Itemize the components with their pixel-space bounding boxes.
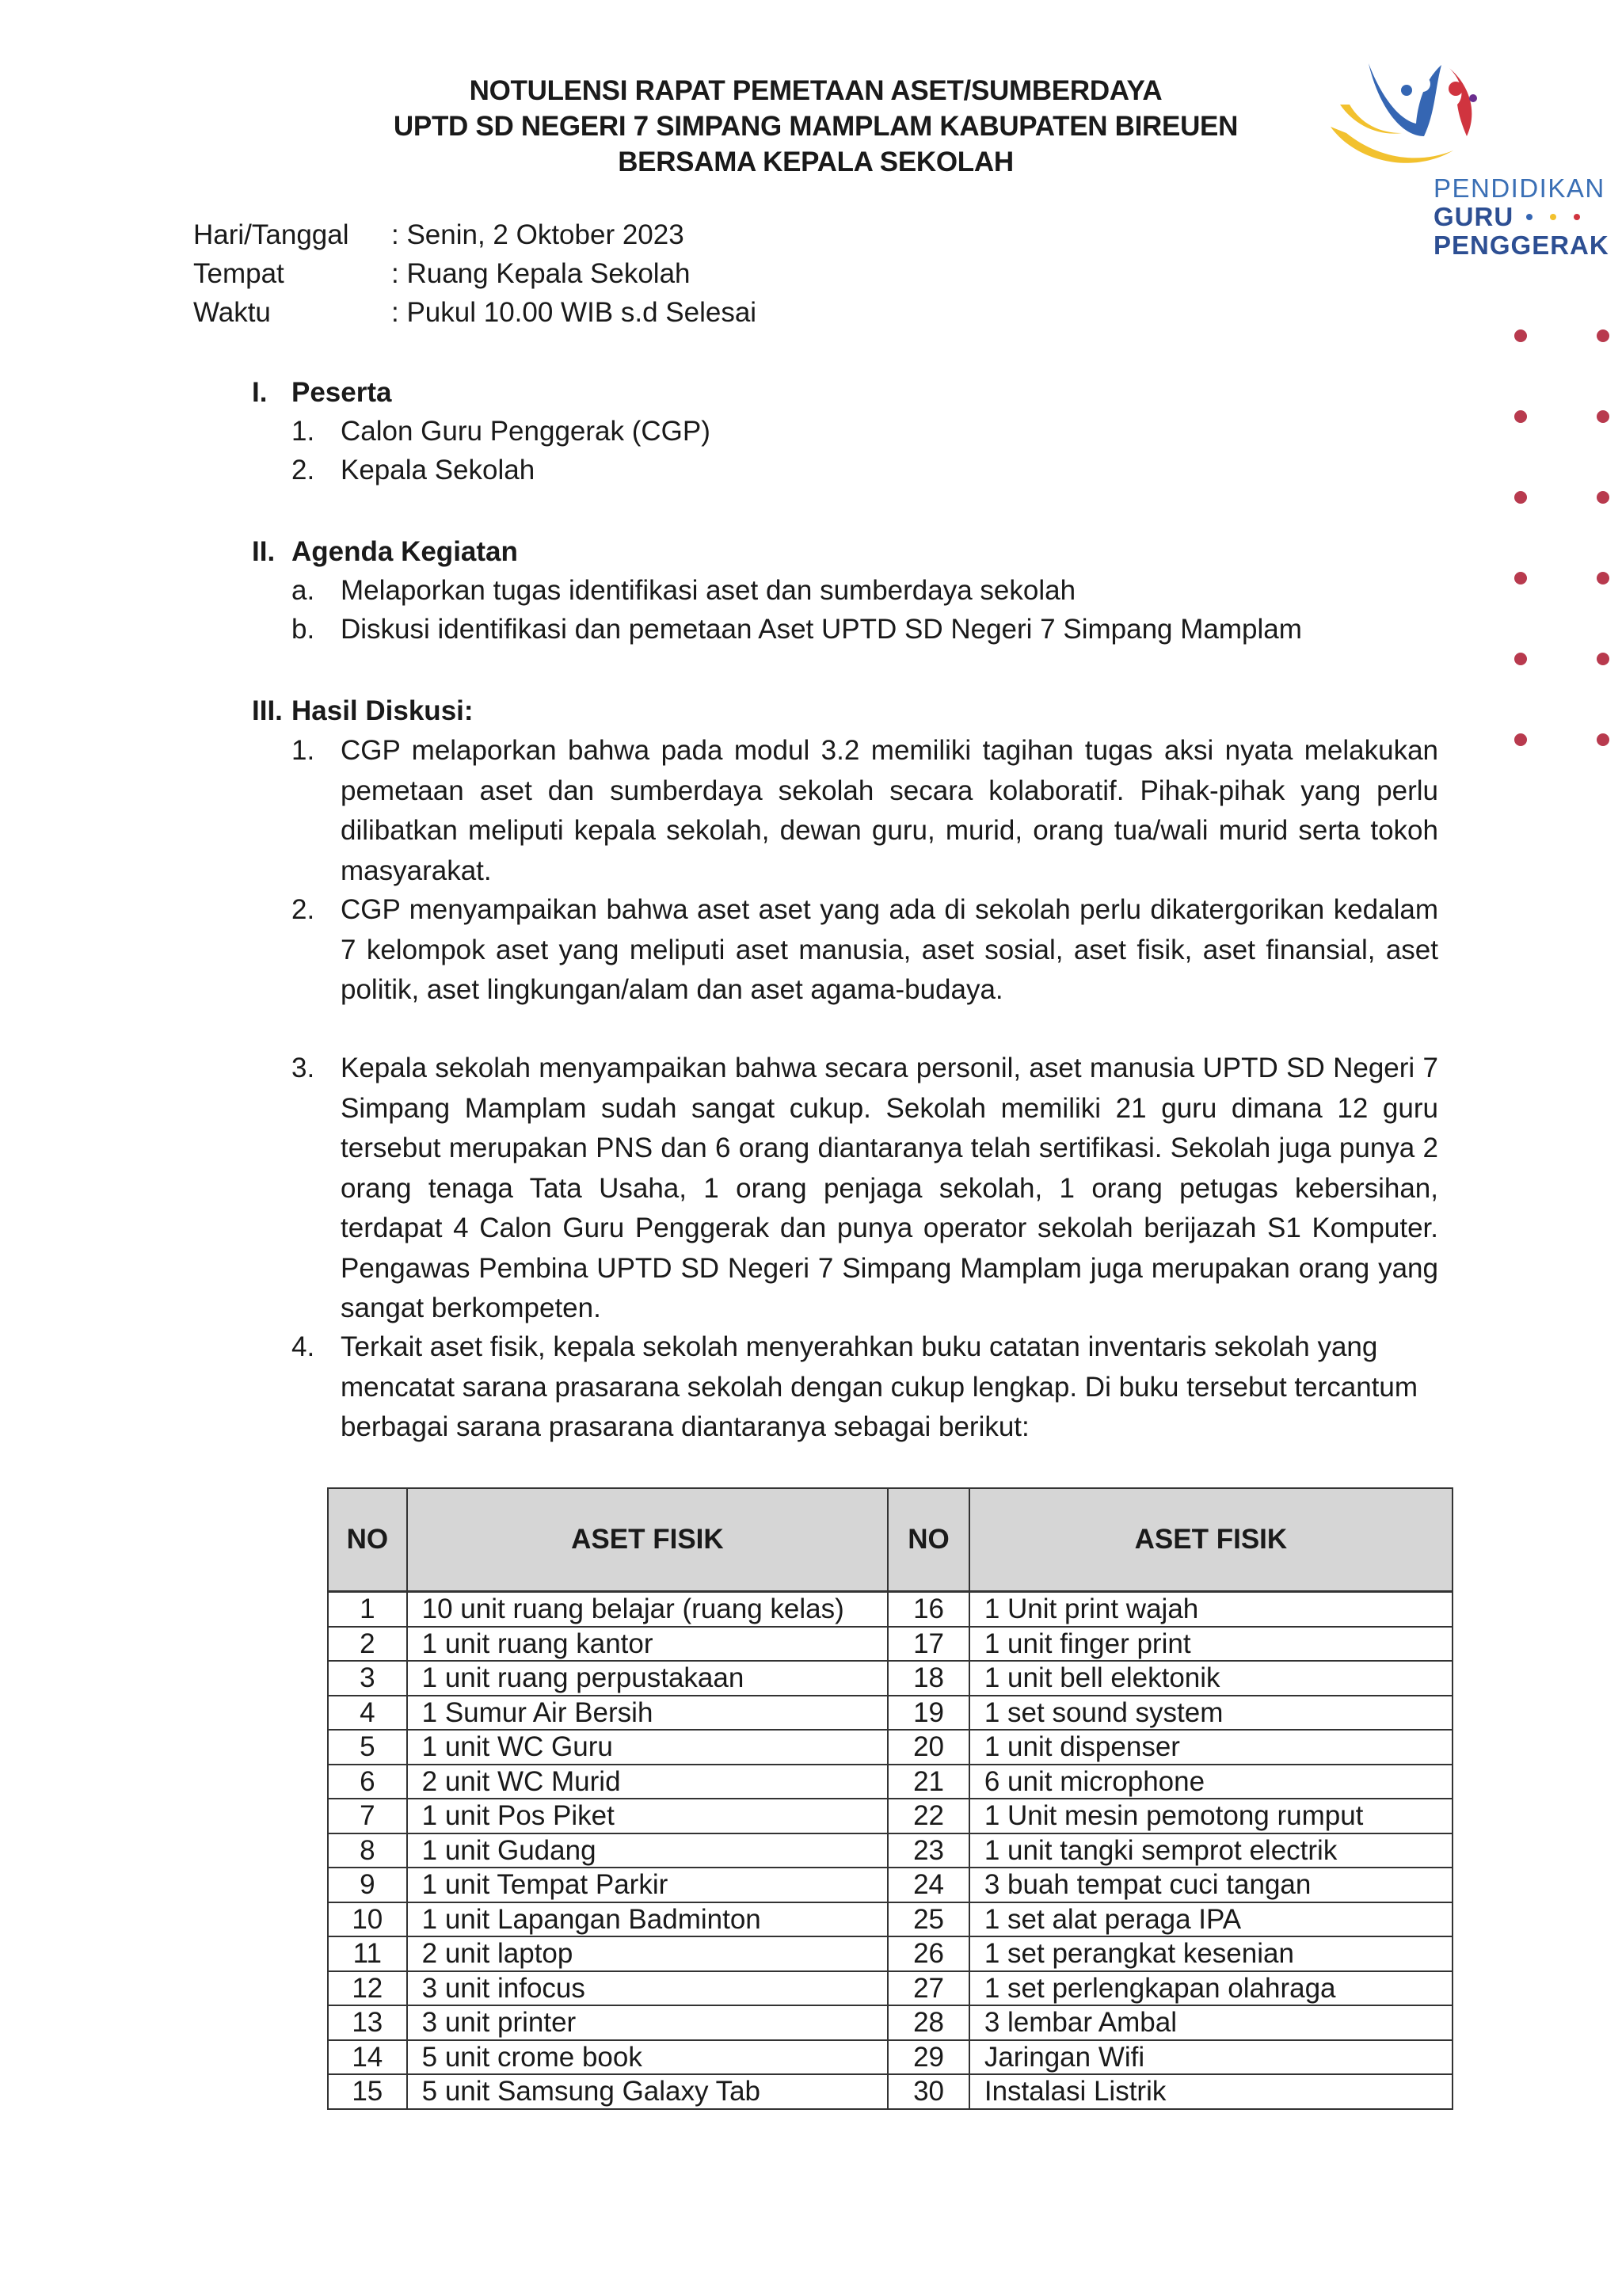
asset-name: 1 set perlengkapan olahraga (969, 1971, 1453, 2006)
section-number: III. (252, 695, 283, 726)
asset-name: 1 unit bell elektonik (969, 1661, 1453, 1696)
meta-row-time (193, 293, 756, 332)
asset-name: 1 unit Gudang (407, 1833, 889, 1868)
column-header: ASET FISIK (969, 1488, 1453, 1592)
meta-key: Waktu (193, 297, 271, 328)
asset-name: 3 unit infocus (407, 1971, 889, 2006)
list-item (291, 412, 710, 451)
row-number: 20 (888, 1730, 969, 1765)
asset-name: 5 unit crome book (407, 2040, 889, 2075)
discussion-text: Terkait aset fisik, kepala sekolah menyerahkan buku catatan inventaris sekolah yang mencatat sarana prasarana sekolah dengan cukup lengkap. Di buku tersebut tercantum berbagai sarana prasarana diantaranya sebagai berikut: (341, 1331, 1418, 1442)
asset-name: 1 unit Lapangan Badminton (407, 1902, 889, 1937)
table-body (328, 1592, 1453, 2109)
list-marker: 1. (291, 416, 315, 447)
title-line-3: BERSAMA KEPALA SEKOLAH (618, 147, 1014, 177)
asset-name: 10 unit ruang belajar (ruang kelas) (407, 1592, 889, 1627)
logo-line-2: GURU (1434, 202, 1514, 231)
list-marker: a. (291, 575, 315, 606)
row-number: 25 (888, 1902, 969, 1937)
logo-dots-icon (1526, 214, 1580, 220)
row-number: 21 (888, 1765, 969, 1799)
discussion-item-3 (291, 1049, 1438, 1329)
asset-name: 1 unit finger print (969, 1627, 1453, 1662)
section-number: I. (252, 377, 268, 408)
section-title: Hasil Diskusi: (291, 695, 474, 726)
row-number: 7 (328, 1799, 407, 1833)
row-number: 3 (328, 1661, 407, 1696)
section-heading-peserta (252, 373, 391, 412)
asset-name: 2 unit laptop (407, 1936, 889, 1971)
logo-text (1434, 174, 1609, 260)
meta-row-place (193, 254, 756, 293)
discussion-text: CGP melaporkan bahwa pada modul 3.2 memiliki tagihan tugas aksi nyata melakukan pemetaan aset dan sumberdaya sekolah secara kolaboratif. Pihak-pihak yang perlu dilibatkan meliputi kepala sekolah, dewan guru, murid, orang tua/wali murid serta tokoh masyarakat. (341, 735, 1438, 886)
title-line-1: NOTULENSI RAPAT PEMETAAN ASET/SUMBERDAYA (469, 75, 1163, 106)
logo-line-2-row (1434, 203, 1609, 231)
section-heading-hasil (252, 691, 474, 730)
asset-name: 1 unit ruang kantor (407, 1627, 889, 1662)
table-row (328, 1902, 1453, 1937)
list-marker: 1. (291, 735, 315, 766)
row-number: 15 (328, 2074, 407, 2109)
list-marker: b. (291, 614, 315, 645)
table-header-row (328, 1488, 1453, 1592)
meta-value: : Ruang Kepala Sekolah (391, 258, 691, 289)
logo-mark-icon (1323, 57, 1481, 184)
meta-value: : Senin, 2 Oktober 2023 (391, 219, 684, 250)
asset-name: 1 unit Tempat Parkir (407, 1868, 889, 1902)
row-number: 24 (888, 1868, 969, 1902)
list-marker: 3. (291, 1053, 315, 1083)
asset-name: 6 unit microphone (969, 1765, 1453, 1799)
row-number: 5 (328, 1730, 407, 1765)
asset-name: 1 Unit mesin pemotong rumput (969, 1799, 1453, 1833)
row-number: 26 (888, 1936, 969, 1971)
asset-name: 1 unit tangki semprot electrik (969, 1833, 1453, 1868)
section-title: Agenda Kegiatan (291, 536, 518, 567)
table-row (328, 1592, 1453, 1627)
agenda-list (291, 571, 1302, 649)
column-header: NO (328, 1488, 407, 1592)
table-row (328, 2040, 1453, 2075)
asset-name: 1 set sound system (969, 1696, 1453, 1731)
row-number: 23 (888, 1833, 969, 1868)
row-number: 10 (328, 1902, 407, 1937)
table-row (328, 1661, 1453, 1696)
asset-name: 1 unit Pos Piket (407, 1799, 889, 1833)
section-number: II. (252, 536, 276, 567)
row-number: 16 (888, 1592, 969, 1627)
row-number: 18 (888, 1661, 969, 1696)
list-text: Diskusi identifikasi dan pemetaan Aset UPTD SD Negeri 7 Simpang Mamplam (341, 614, 1302, 645)
list-marker: 2. (291, 455, 315, 485)
table-row (328, 1627, 1453, 1662)
list-item (291, 571, 1302, 610)
row-number: 8 (328, 1833, 407, 1868)
asset-table (327, 1487, 1453, 2110)
pendidikan-guru-penggerak-logo (1323, 57, 1608, 263)
meeting-meta (193, 215, 756, 332)
row-number: 28 (888, 2005, 969, 2040)
table-row (328, 1936, 1453, 1971)
asset-name: Jaringan Wifi (969, 2040, 1453, 2075)
meta-key: Tempat (193, 258, 284, 289)
asset-name: 5 unit Samsung Galaxy Tab (407, 2074, 889, 2109)
list-marker: 4. (291, 1331, 315, 1362)
row-number: 12 (328, 1971, 407, 2006)
discussion-item-1 (291, 731, 1438, 891)
table-row (328, 2005, 1453, 2040)
discussion-item-4 (291, 1327, 1438, 1448)
column-header: NO (888, 1488, 969, 1592)
list-text: Melaporkan tugas identifikasi aset dan sumberdaya sekolah (341, 575, 1076, 606)
discussion-item-2 (291, 890, 1438, 1011)
asset-name: 3 unit printer (407, 2005, 889, 2040)
asset-name: 1 set perangkat kesenian (969, 1936, 1453, 1971)
row-number: 27 (888, 1971, 969, 2006)
row-number: 4 (328, 1696, 407, 1731)
table-row (328, 2074, 1453, 2109)
row-number: 17 (888, 1627, 969, 1662)
discussion-text: CGP menyampaikan bahwa aset aset yang ada di sekolah perlu dikatergorikan kedalam 7 kelompok aset yang meliputi aset manusia, aset sosial, aset fisik, aset finansial, aset politik, aset lingkungan/alam dan aset agama-budaya. (341, 894, 1438, 1005)
asset-name: Instalasi Listrik (969, 2074, 1453, 2109)
row-number: 30 (888, 2074, 969, 2109)
asset-name: 1 unit dispenser (969, 1730, 1453, 1765)
decorative-dot-grid (1514, 329, 1617, 757)
asset-name: 1 unit ruang perpustakaan (407, 1661, 889, 1696)
list-text: Calon Guru Penggerak (CGP) (341, 416, 710, 447)
table-row (328, 1696, 1453, 1731)
table-row (328, 1868, 1453, 1902)
table-row (328, 1730, 1453, 1765)
section-heading-agenda (252, 532, 518, 571)
asset-name: 3 buah tempat cuci tangan (969, 1868, 1453, 1902)
discussion-text: Kepala sekolah menyampaikan bahwa secara personil, aset manusia UPTD SD Negeri 7 Simpang Mamplam sudah sangat cukup. Sekolah memiliki 21 guru dimana 12 guru tersebut merupakan PNS dan 6 orang diantaranya telah sertifikasi. Sekolah juga punya 2 orang tenaga Tata Usaha, 1 orang penjaga sekolah, 1 orang petugas kebersihan, terdapat 4 Calon Guru Penggerak dan punya operator sekolah berijazah S1 Komputer. Pengawas Pembina UPTD SD Negeri 7 Simpang Mamplam juga merupakan orang yang sangat berkompeten. (341, 1053, 1438, 1323)
row-number: 2 (328, 1627, 407, 1662)
row-number: 19 (888, 1696, 969, 1731)
document-title (333, 73, 1299, 180)
logo-line-1: PENDIDIKAN (1434, 173, 1605, 203)
list-item (291, 451, 710, 489)
row-number: 22 (888, 1799, 969, 1833)
asset-name: 1 Sumur Air Bersih (407, 1696, 889, 1731)
asset-name: 1 Unit print wajah (969, 1592, 1453, 1627)
asset-name: 3 lembar Ambal (969, 2005, 1453, 2040)
row-number: 6 (328, 1765, 407, 1799)
row-number: 29 (888, 2040, 969, 2075)
table-row (328, 1765, 1453, 1799)
meta-value: : Pukul 10.00 WIB s.d Selesai (391, 297, 757, 328)
section-title: Peserta (291, 377, 392, 408)
list-text: Kepala Sekolah (341, 455, 535, 485)
table-row (328, 1833, 1453, 1868)
row-number: 14 (328, 2040, 407, 2075)
asset-name: 1 set alat peraga IPA (969, 1902, 1453, 1937)
row-number: 9 (328, 1868, 407, 1902)
title-line-2: UPTD SD NEGERI 7 SIMPANG MAMPLAM KABUPATEN BIREUEN (393, 111, 1239, 142)
list-marker: 2. (291, 894, 315, 925)
row-number: 11 (328, 1936, 407, 1971)
row-number: 1 (328, 1592, 407, 1627)
logo-line-3: PENGGERAK (1434, 230, 1609, 260)
list-item (291, 610, 1302, 649)
meta-row-date (193, 215, 756, 254)
asset-name: 1 unit WC Guru (407, 1730, 889, 1765)
table-row (328, 1799, 1453, 1833)
table-row (328, 1971, 1453, 2006)
row-number: 13 (328, 2005, 407, 2040)
peserta-list (291, 412, 710, 489)
column-header: ASET FISIK (407, 1488, 889, 1592)
meta-key: Hari/Tanggal (193, 219, 349, 250)
asset-name: 2 unit WC Murid (407, 1765, 889, 1799)
